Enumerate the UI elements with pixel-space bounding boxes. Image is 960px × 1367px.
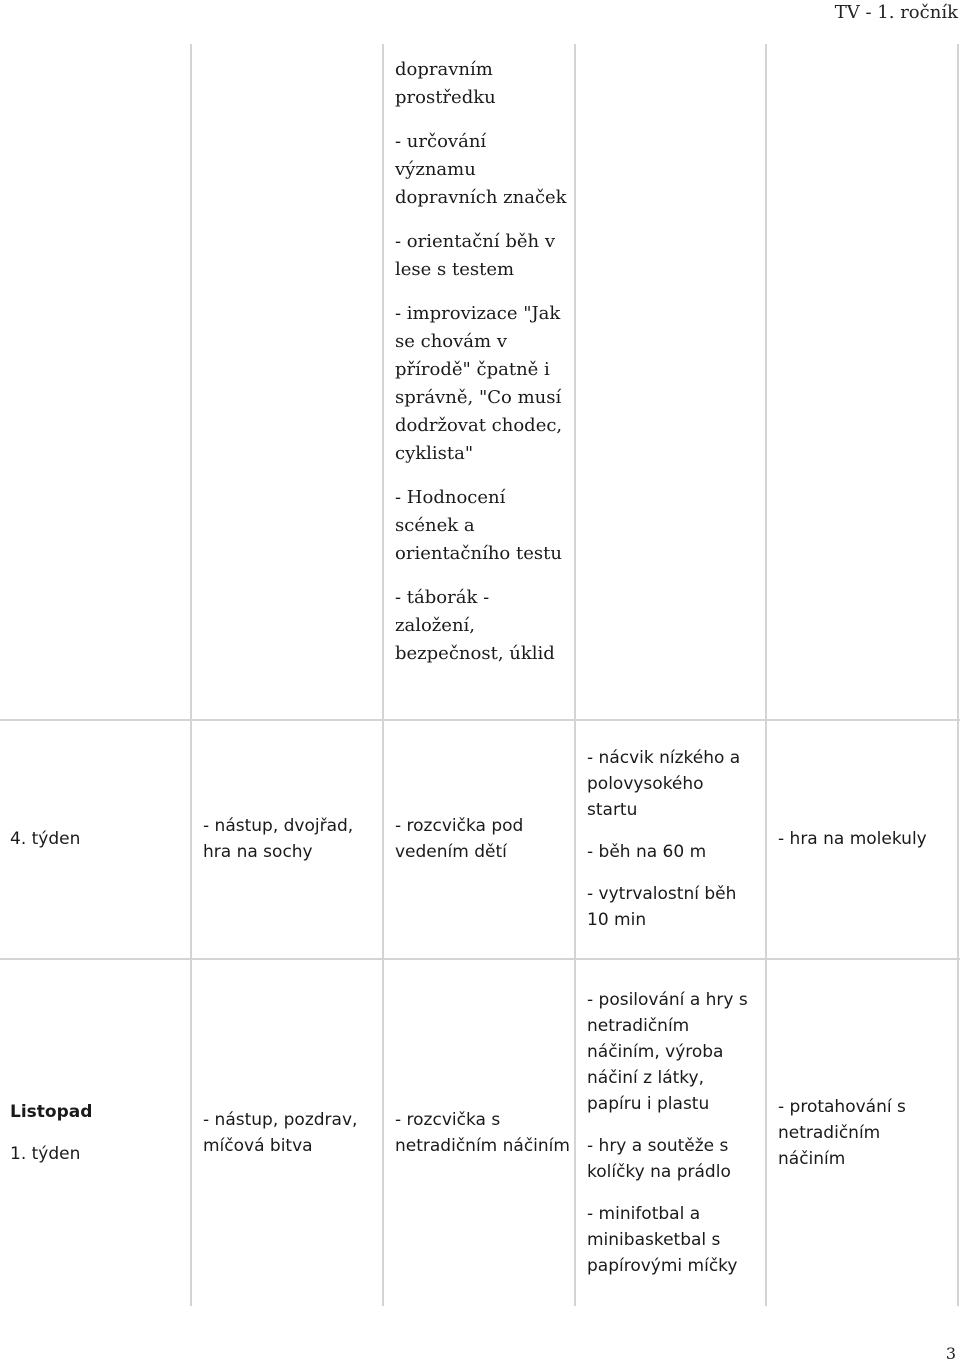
list-item: - nástup, pozdrav, míčová bitva bbox=[203, 1110, 358, 1156]
table-border bbox=[574, 960, 576, 1306]
list-item: - orientační běh v lese s testem bbox=[395, 231, 556, 280]
table-cell-row1-col3 bbox=[395, 56, 570, 668]
table-border bbox=[190, 960, 192, 1306]
table-border bbox=[957, 44, 959, 720]
table-border bbox=[190, 720, 192, 958]
list-item: - protahování s netradičním náčiním bbox=[778, 1097, 906, 1169]
list-item: dopravním prostředku bbox=[395, 59, 496, 108]
table-cell-week bbox=[10, 960, 185, 1306]
table-cell-row3-col5 bbox=[778, 960, 948, 1306]
table-border bbox=[957, 720, 959, 958]
table-border bbox=[765, 720, 767, 958]
table-cell-week bbox=[10, 720, 185, 958]
list-item: - rozcvička pod vedením dětí bbox=[395, 816, 524, 862]
list-item: - hra na molekuly bbox=[778, 829, 927, 849]
table-cell-row3-col2 bbox=[203, 960, 378, 1306]
table-border bbox=[382, 960, 384, 1306]
list-item: - určování významu dopravních značek bbox=[395, 131, 567, 208]
table-cell-row2-col2 bbox=[203, 720, 378, 958]
table-border bbox=[765, 960, 767, 1306]
list-item: - nácvik nízkého a polovysokého startu bbox=[587, 748, 741, 820]
table-border bbox=[574, 44, 576, 720]
week-label: 4. týden bbox=[10, 829, 81, 849]
table-border bbox=[574, 720, 576, 958]
table-border bbox=[190, 44, 192, 720]
document-header: TV - 1. ročník bbox=[834, 2, 958, 23]
list-item: - minifotbal a minibasketbal s papírovými míčky bbox=[587, 1204, 738, 1276]
list-item: - Hodnocení scének a orientačního testu bbox=[395, 487, 562, 564]
table-cell-row3-col4 bbox=[587, 960, 759, 1306]
table-border bbox=[382, 44, 384, 720]
page-number: 3 bbox=[945, 1344, 956, 1363]
list-item: - vytrvalostní běh 10 min bbox=[587, 884, 737, 930]
table-border bbox=[957, 960, 959, 1306]
list-item: - běh na 60 m bbox=[587, 842, 707, 862]
week-label: 1. týden bbox=[10, 1144, 81, 1164]
table-border bbox=[765, 44, 767, 720]
list-item: - improvizace "Jak se chovám v přírodě" čpatně i správně, "Co musí dodržovat chodec, cyklista" bbox=[395, 303, 563, 464]
table-cell-row2-col3 bbox=[395, 720, 570, 958]
list-item: - rozcvička s netradičním náčiním bbox=[395, 1110, 570, 1156]
table-cell-row3-col3 bbox=[395, 960, 570, 1306]
month-label: Listopad bbox=[10, 1102, 93, 1122]
table-border bbox=[382, 720, 384, 958]
list-item: - hry a soutěže s kolíčky na prádlo bbox=[587, 1136, 731, 1182]
list-item: - posilování a hry s netradičním náčiním, výroba náčiní z látky, papíru i plastu bbox=[587, 990, 748, 1114]
table-cell-row2-col5 bbox=[778, 720, 956, 958]
table-cell-row2-col4 bbox=[587, 720, 759, 958]
list-item: - nástup, dvojřad, hra na sochy bbox=[203, 816, 354, 862]
list-item: - táborák - založení, bezpečnost, úklid bbox=[395, 587, 555, 664]
